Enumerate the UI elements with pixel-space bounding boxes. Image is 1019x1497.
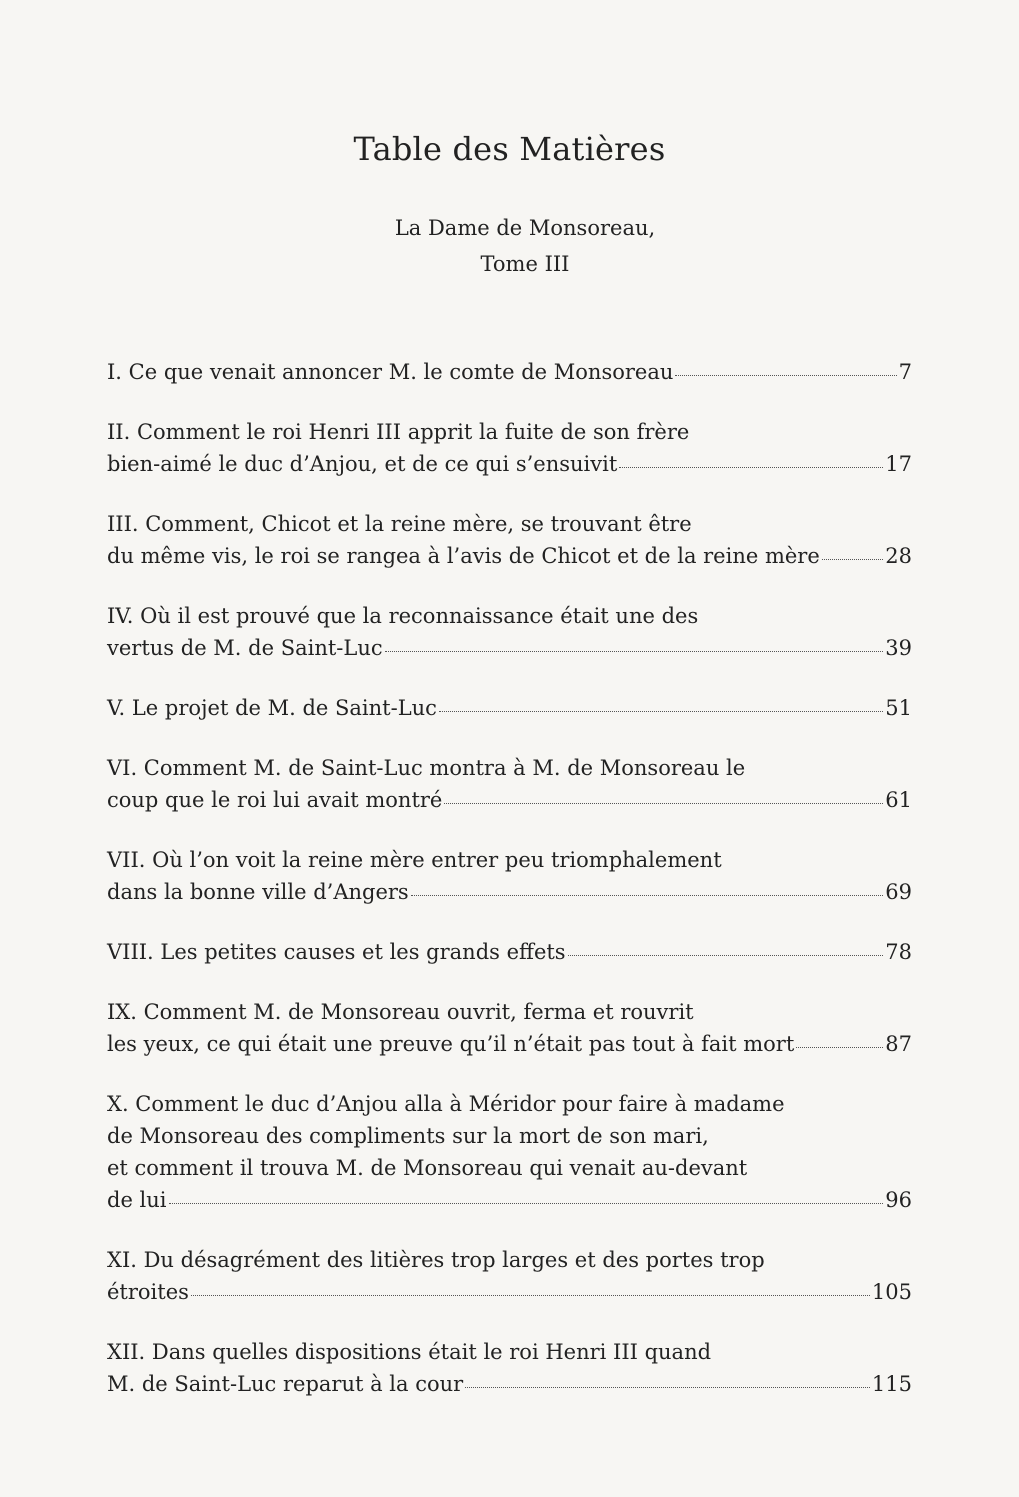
toc-entry-text: dans la bonne ville d’Angers xyxy=(107,880,409,904)
toc-entry-text: XII. Dans quelles dispositions était le roi Henri III quand xyxy=(107,1340,712,1364)
toc-entry-last-line xyxy=(107,540,912,572)
page-title: Table des Matières xyxy=(353,130,666,168)
dot-leader xyxy=(568,955,884,956)
toc-entry xyxy=(107,600,912,664)
toc-entry-text: VIII. Les petites causes et les grands effets xyxy=(107,940,566,964)
dot-leader xyxy=(411,895,884,896)
toc-entry-last-line xyxy=(107,692,912,724)
toc-page-number: 96 xyxy=(885,1188,912,1212)
toc-page-number: 69 xyxy=(885,880,912,904)
toc-entry-text: V. Le projet de M. de Saint-Luc xyxy=(107,696,437,720)
toc-entry-last-line xyxy=(107,1184,912,1216)
toc-entry-text: III. Comment, Chicot et la reine mère, se trouvant être xyxy=(107,512,692,536)
toc-entry-text: II. Comment le roi Henri III apprit la fuite de son frère xyxy=(107,420,690,444)
toc-entry-text: I. Ce que venait annoncer M. le comte de Monsoreau xyxy=(107,360,674,384)
dot-leader xyxy=(439,711,883,712)
dot-leader xyxy=(444,803,883,804)
toc-entry-last-line xyxy=(107,1028,912,1060)
toc-entry xyxy=(107,996,912,1060)
toc-entry-text: X. Comment le duc d’Anjou alla à Méridor pour faire à madame xyxy=(107,1092,785,1116)
toc-entry-last-line xyxy=(107,876,912,908)
book-subtitle xyxy=(0,210,1019,282)
toc-entry-text: M. de Saint-Luc reparut à la cour xyxy=(107,1372,464,1396)
toc-entry-text: les yeux, ce qui était une preuve qu’il n’était pas tout à fait mort xyxy=(107,1032,795,1056)
toc-entry xyxy=(107,416,912,480)
toc-page-number: 78 xyxy=(885,940,912,964)
toc-entry-text: étroites xyxy=(107,1280,189,1304)
dot-leader xyxy=(796,1047,883,1048)
toc-page-number: 7 xyxy=(898,360,912,384)
book-title: La Dame de Monsoreau, xyxy=(394,216,656,240)
toc-page-number: 105 xyxy=(871,1280,912,1304)
toc-entry xyxy=(107,1336,912,1400)
toc-entry xyxy=(107,1088,912,1216)
toc-page-number: 61 xyxy=(885,788,912,812)
toc-entry-last-line xyxy=(107,1276,912,1308)
toc-entry xyxy=(107,844,912,908)
toc-entry-text: VII. Où l’on voit la reine mère entrer peu triomphalement xyxy=(107,848,722,872)
toc-entry-last-line xyxy=(107,632,912,664)
toc-page-number: 115 xyxy=(871,1372,912,1396)
toc-entry xyxy=(107,692,912,724)
toc-entry-text: de lui xyxy=(107,1188,167,1212)
toc-page-number: 28 xyxy=(885,544,912,568)
table-of-contents xyxy=(107,356,912,1428)
toc-entry-text: IX. Comment M. de Monsoreau ouvrit, ferma et rouvrit xyxy=(107,1000,694,1024)
volume-label: Tome III xyxy=(480,252,570,276)
toc-entry-text: du même vis, le roi se rangea à l’avis de Chicot et de la reine mère xyxy=(107,544,820,568)
toc-entry xyxy=(107,1244,912,1308)
toc-entry-last-line xyxy=(107,784,912,816)
dot-leader xyxy=(465,1387,870,1388)
toc-entry xyxy=(107,356,912,388)
toc-entry-last-line xyxy=(107,936,912,968)
toc-entry xyxy=(107,936,912,968)
toc-page-number: 51 xyxy=(885,696,912,720)
toc-entry-text: IV. Où il est prouvé que la reconnaissance était une des xyxy=(107,604,699,628)
toc-entry-text: coup que le roi lui avait montré xyxy=(107,788,443,812)
toc-entry-last-line xyxy=(107,356,912,388)
dot-leader xyxy=(619,467,883,468)
toc-entry xyxy=(107,752,912,816)
dot-leader xyxy=(822,559,884,560)
toc-entry-last-line xyxy=(107,448,912,480)
toc-entry-text: VI. Comment M. de Saint-Luc montra à M. de Monsoreau le xyxy=(107,756,746,780)
toc-page-number: 39 xyxy=(885,636,912,660)
toc-entry-text: XI. Du désagrément des litières trop larges et des portes trop xyxy=(107,1248,765,1272)
toc-page-number: 17 xyxy=(885,452,912,476)
toc-entry-text: et comment il trouva M. de Monsoreau qui venait au-devant xyxy=(107,1156,748,1180)
dot-leader xyxy=(675,375,896,376)
dot-leader xyxy=(191,1295,870,1296)
toc-entry-text: de Monsoreau des compliments sur la mort de son mari, xyxy=(107,1124,709,1148)
dot-leader xyxy=(169,1203,884,1204)
dot-leader xyxy=(385,651,884,652)
toc-entry xyxy=(107,508,912,572)
toc-entry-text: bien-aimé le duc d’Anjou, et de ce qui s’ensuivit xyxy=(107,452,618,476)
toc-page-number: 87 xyxy=(885,1032,912,1056)
toc-entry-text: vertus de M. de Saint-Luc xyxy=(107,636,383,660)
toc-entry-last-line xyxy=(107,1368,912,1400)
